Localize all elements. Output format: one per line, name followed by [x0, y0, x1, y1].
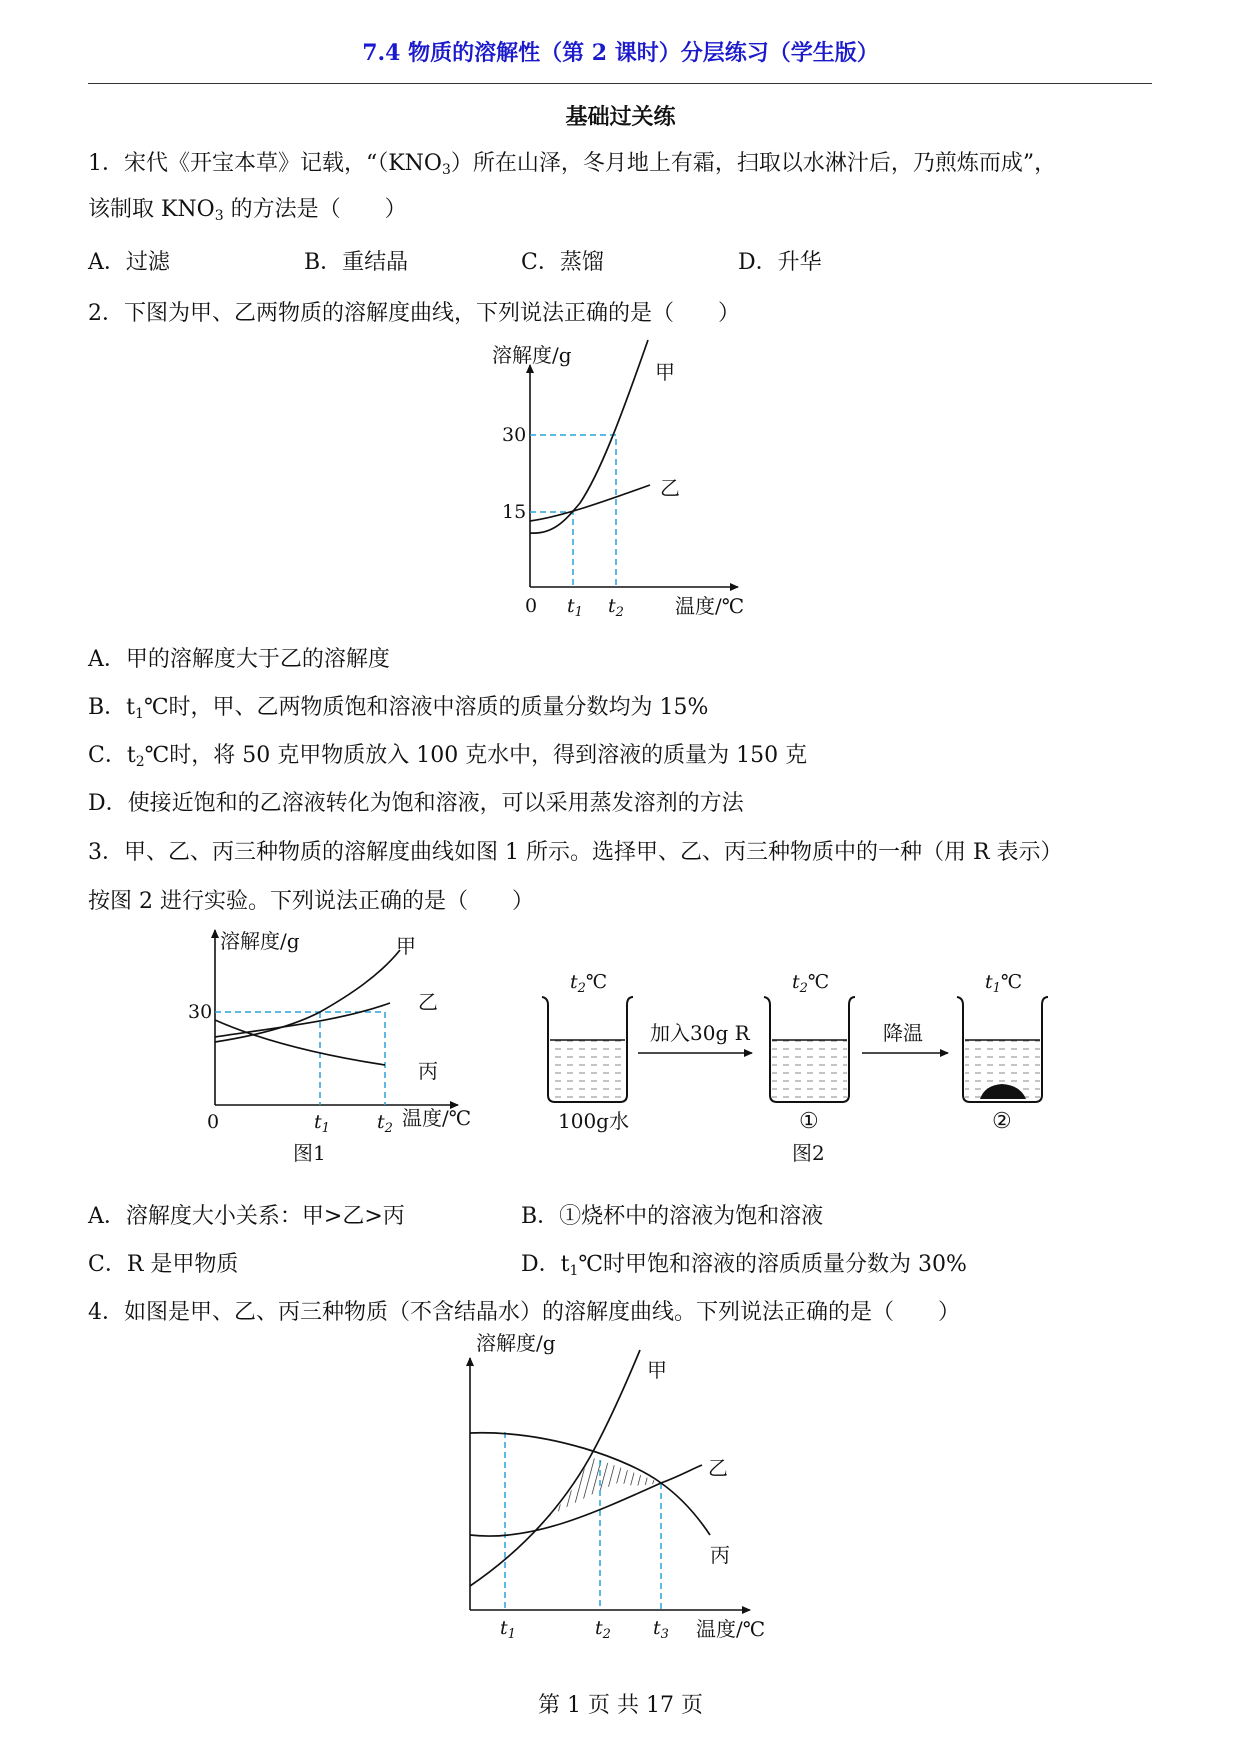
q2-label-yi: 乙 — [660, 476, 680, 500]
header-rule — [88, 83, 1152, 84]
q3-x-tick-0: 0 — [207, 1111, 220, 1133]
q3-x-axis-label: 温度/℃ — [402, 1106, 472, 1130]
beaker-2-temp: $t_2℃$ — [792, 971, 830, 996]
q4-x-tick-t1: $t_1$ — [500, 1617, 516, 1642]
q4-x-tick-t3: $t_3$ — [653, 1617, 669, 1642]
arrow-cool-label: 降温 — [883, 1021, 923, 1045]
document-title: 7.4 物质的溶解性（第 2 课时）分层练习（学生版） — [362, 40, 879, 66]
q1-option-a: A．过滤 — [88, 250, 170, 275]
q4-label-bing: 丙 — [710, 1543, 730, 1567]
q4-stem: 4．如图是甲、乙、丙三种物质（不含结晶水）的溶解度曲线。下列说法正确的是（ ） — [88, 1300, 961, 1325]
q4-label-yi: 乙 — [708, 1456, 728, 1480]
q2-curve-yi — [530, 485, 650, 521]
q1-stem-line1: 1．宋代《开宝本草》记载，“$(KNO_3)$所在山泽，冬月地上有霜，扫取以水淋汁后，乃煎炼而成”， — [88, 151, 1057, 178]
q4-x-tick-t2: $t_2$ — [595, 1617, 611, 1642]
q2-curve-jia — [530, 340, 648, 533]
section-title: 基础过关练 — [565, 104, 676, 130]
beaker-3-label: ② — [992, 1109, 1012, 1134]
q2-y-axis-label: 溶解度/g — [492, 343, 572, 367]
beaker-1-label: 100g水 — [558, 1109, 629, 1133]
q3-y-tick-30: 30 — [188, 1001, 213, 1023]
q3-option-b: B．①烧杯中的溶液为饱和溶液 — [521, 1204, 824, 1229]
q3-option-c: C．R 是甲物质 — [88, 1252, 239, 1277]
beaker-1 — [542, 997, 633, 1102]
q1-option-d: D．升华 — [738, 250, 822, 275]
q3-figure2-diagram — [530, 965, 1070, 1165]
beaker-3-temp: $t_1℃$ — [985, 971, 1023, 996]
q3-x-tick-t2: $t_2$ — [377, 1111, 393, 1136]
q4-label-jia: 甲 — [647, 1358, 667, 1382]
q3-y-axis-label: 溶解度/g — [220, 929, 300, 953]
q1-stem-line2: 该制取 $KNO_3$ 的方法是（ ） — [88, 197, 407, 224]
q2-x-axis-label: 温度/℃ — [675, 594, 745, 618]
q2-option-b: B．$t_1℃$时，甲、乙两物质饱和溶液中溶质的质量分数均为 15% — [88, 695, 709, 722]
q2-option-a: A．甲的溶解度大于乙的溶解度 — [88, 647, 390, 672]
q2-y-tick-15: 15 — [502, 501, 527, 523]
q2-guide-t1 — [530, 512, 573, 587]
q4-solubility-chart — [440, 1330, 800, 1645]
q2-label-jia: 甲 — [655, 360, 675, 384]
q2-option-d: D．使接近饱和的乙溶液转化为饱和溶液，可以采用蒸发溶剂的方法 — [88, 791, 744, 816]
q3-figure1-caption: 图1 — [293, 1141, 326, 1165]
q3-x-tick-t1: $t_1$ — [314, 1111, 330, 1136]
q4-x-axis-label: 温度/℃ — [696, 1617, 766, 1641]
arrow-add-r-label: 加入30g R — [650, 1021, 750, 1045]
q3-option-a: A．溶解度大小关系：甲>乙>丙 — [88, 1204, 405, 1229]
beaker-2-label: ① — [799, 1109, 819, 1134]
q3-stem-line1: 3．甲、乙、丙三种物质的溶解度曲线如图 1 所示。选择甲、乙、丙三种物质中的一种（用 R 表示） — [88, 840, 1063, 865]
q2-solubility-chart — [480, 335, 780, 625]
beaker-2 — [764, 997, 855, 1102]
q2-x-tick-0: 0 — [525, 595, 538, 617]
page-footer: 第 1 页 共 17 页 — [538, 1693, 703, 1718]
q3-label-bing: 丙 — [418, 1059, 438, 1083]
q3-figure1-chart — [180, 925, 510, 1165]
q1-option-b: B．重结晶 — [304, 250, 409, 275]
q3-label-yi: 乙 — [418, 990, 438, 1014]
q1-option-c: C．蒸馏 — [521, 250, 604, 275]
q2-y-tick-30: 30 — [502, 424, 527, 446]
q2-x-tick-t1: $t_1$ — [567, 595, 583, 620]
q3-label-jia: 甲 — [396, 934, 416, 958]
q2-option-c: C．$t_2℃$时，将 50 克甲物质放入 100 克水中，得到溶液的质量为 150 克 — [88, 743, 808, 770]
q2-x-tick-t2: $t_2$ — [608, 595, 624, 620]
q3-curve-jia — [215, 950, 400, 1042]
q2-stem: 2．下图为甲、乙两物质的溶解度曲线，下列说法正确的是（ ） — [88, 301, 740, 326]
q3-option-d: D．$t_1℃$时甲饱和溶液的溶质质量分数为 30% — [521, 1252, 967, 1279]
q3-curve-bing — [215, 1020, 385, 1065]
beaker-1-temp: $t_2℃$ — [570, 971, 608, 996]
q3-figure2-caption: 图2 — [792, 1141, 825, 1165]
beaker-3 — [957, 997, 1048, 1102]
q3-stem-line2: 按图 2 进行实验。下列说法正确的是（ ） — [88, 889, 534, 914]
q3-guide-t2 — [215, 1012, 385, 1105]
q4-y-axis-label: 溶解度/g — [476, 1331, 556, 1355]
